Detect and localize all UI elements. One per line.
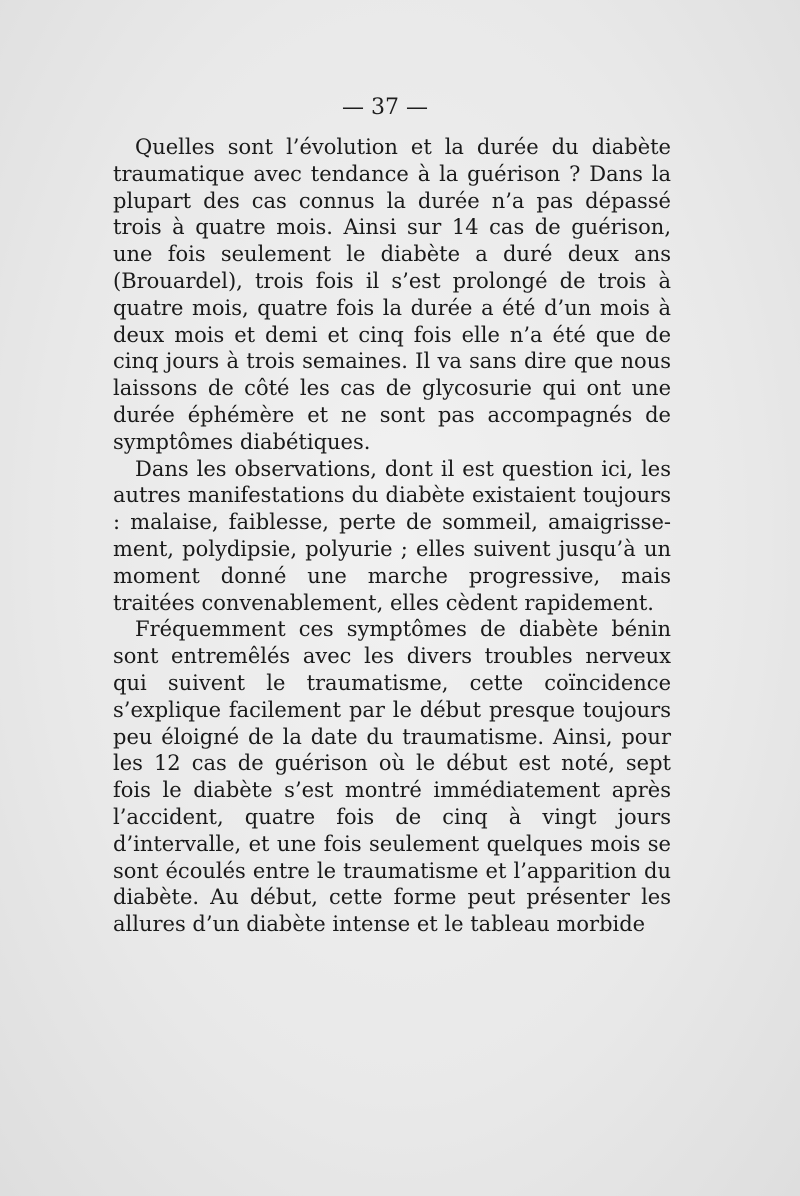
page-number: — 37 — — [342, 95, 428, 120]
paragraph-3: Fréquemment ces symptômes de diabète bénin sont entremêlés avec les divers troubles nerveux qui suivent le traumatisme, cette coïncidence s’explique facilement par le début presque toujours peu éloigné de la date du traumatisme. Ainsi, pour les 12 cas de guérison où le début est noté, sept fois le diabète s’est montré immédiatement après l’accident, quatre fois de cinq à vingt jours d’intervalle, et une fois seulement quelques mois se sont écoulés entre le traumatisme et l’apparition du diabète. Au début, cette forme peut présenter les allures d’un diabète intense et le tableau morbide — [113, 617, 671, 937]
paragraph-1: Quelles sont l’évolution et la durée du diabète traumatique avec tendance à la guérison ? Dans la plupart des cas connus la durée n’a pas dépassé trois à quatre mois. Ainsi sur 14 cas de guérison, une fois seulement le diabète a duré deux ans (Brouardel), trois fois il s’est prolongé de trois à quatre mois, quatre fois la durée a été d’un mois à deux mois et demi et cinq fois elle n’a été que de cinq jours à trois semaines. Il va sans dire que nous laissons de côté les cas de glycosurie qui ont une durée éphémère et ne sont pas accompagnés de symptômes diabétiques. — [113, 135, 671, 454]
paragraph-2: Dans les observations, dont il est question ici, les autres manifestations du diabète existaient toujours : malaise, faiblesse, perte de sommeil, amaigrissement, polydipsie, polyurie ; elles suivent jusqu’à un moment donné une marche progressive, mais traitées convenablement, elles cèdent rapidement. — [113, 456, 671, 615]
body-text — [113, 134, 671, 938]
